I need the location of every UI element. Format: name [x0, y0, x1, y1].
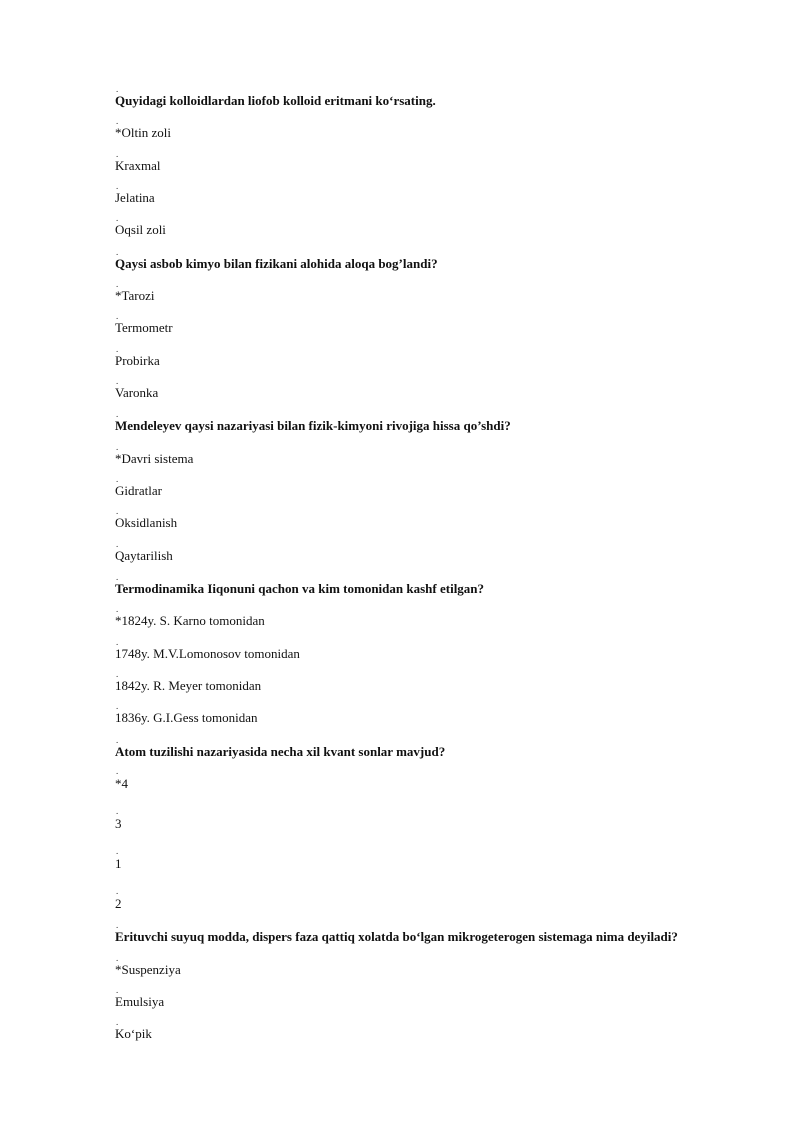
answer-option: Emulsiya	[115, 994, 165, 1009]
marker: .	[116, 886, 119, 896]
question-text: Atom tuzilishi nazariyasida necha xil kvant sonlar mavjud?	[115, 744, 446, 759]
marker: .	[116, 953, 119, 963]
answer-option: 1836y. G.I.Gess tomonidan	[115, 710, 258, 725]
answer-option: Termometr	[115, 320, 173, 335]
marker: .	[116, 1017, 119, 1027]
marker: .	[116, 669, 119, 679]
answer-option: Kraxmal	[115, 158, 161, 173]
answer-option: Varonka	[115, 385, 159, 400]
marker: .	[116, 637, 119, 647]
marker: .	[116, 735, 119, 745]
answer-option: 1842y. R. Meyer tomonidan	[115, 678, 262, 693]
marker: .	[116, 846, 119, 856]
answer-option: 3	[115, 816, 122, 831]
marker: .	[116, 376, 119, 386]
marker: .	[116, 766, 119, 776]
marker: .	[116, 409, 119, 419]
question-text: Termodinamika Iiqonuni qachon va kim tomonidan kashf etilgan?	[115, 581, 485, 596]
marker: .	[116, 474, 119, 484]
question-text: Quyidagi kolloidlardan liofob kolloid eritmani koʻrsating.	[115, 93, 436, 108]
answer-option: *Tarozi	[115, 288, 155, 303]
answer-option: 2	[115, 896, 122, 911]
marker: .	[116, 806, 119, 816]
answer-option: *1824y. S. Karno tomonidan	[115, 613, 265, 628]
answer-option: Probirka	[115, 353, 160, 368]
marker: .	[116, 84, 119, 94]
answer-option: Oksidlanish	[115, 515, 178, 530]
marker: .	[116, 344, 119, 354]
marker: .	[116, 985, 119, 995]
answer-option: *Suspenziya	[115, 962, 181, 977]
question-text: Qaysi asbob kimyo bilan fizikani alohida aloqa bog’landi?	[115, 256, 438, 271]
question-text: Erituvchi suyuq modda, dispers faza qattiq xolatda boʻlgan mikrogeterogen sistemaga nima deyiladi?	[115, 929, 678, 944]
answer-option: Gidratlar	[115, 483, 162, 498]
marker: .	[116, 506, 119, 516]
marker: .	[116, 920, 119, 930]
marker: .	[116, 279, 119, 289]
marker: .	[116, 604, 119, 614]
marker: .	[116, 116, 119, 126]
marker: .	[116, 442, 119, 452]
marker: .	[116, 539, 119, 549]
answer-option: *Davri sistema	[115, 451, 194, 466]
marker: .	[116, 572, 119, 582]
answer-option: *4	[115, 776, 128, 791]
marker: .	[116, 311, 119, 321]
answer-option: Jelatina	[115, 190, 155, 205]
answer-option: Oqsil zoli	[115, 222, 166, 237]
marker: .	[116, 701, 119, 711]
answer-option: 1	[115, 856, 122, 871]
answer-option: *Oltin zoli	[115, 125, 171, 140]
answer-option: Qaytarilish	[115, 548, 173, 563]
marker: .	[116, 213, 119, 223]
answer-option: Koʻpik	[115, 1026, 152, 1041]
marker: .	[116, 149, 119, 159]
marker: .	[116, 247, 119, 257]
answer-option: 1748y. M.V.Lomonosov tomonidan	[115, 646, 300, 661]
question-text: Mendeleyev qaysi nazariyasi bilan fizik-kimyoni rivojiga hissa qo’shdi?	[115, 418, 511, 433]
marker: .	[116, 181, 119, 191]
